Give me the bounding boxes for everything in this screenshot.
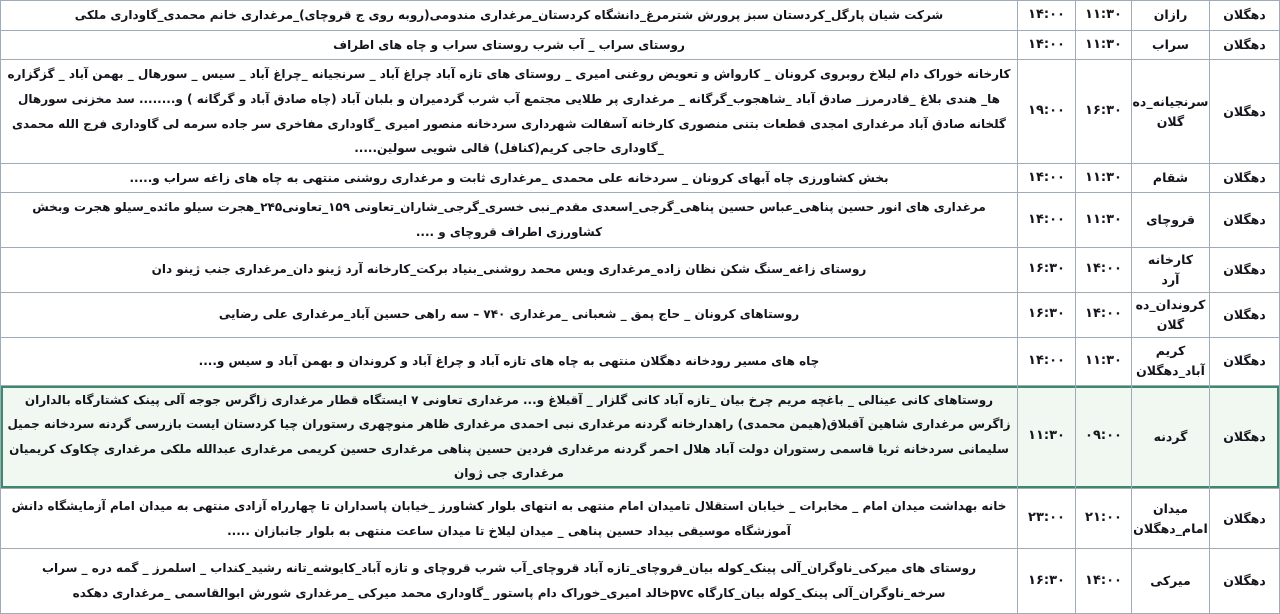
start-time: ۱۴:۰۰ [1075,549,1131,613]
city-name: دهگلان [1209,60,1279,162]
row-description: روستای سراب _ آب شرب روستای سراب و چاه های اطراف [333,37,685,52]
end-time: ۱۶:۳۰ [1017,248,1075,292]
row-description: خانه بهداشت میدان امام _ مخابرات _ خیابان استقلال تامیدان امام منتهی به انتهای بلوار کشاورز _خیابان پاسداران تا چهارراه آزادی منتهی به میدان امام آزمایشگاه دانش آموزشگاه موسیقی بیداد حسین پناهی _ میدان لیلاخ تا میدان ساعت منتهی به بلوار جانبازان ..... [11,498,1007,538]
table-row [1,31,1279,61]
table-row [1,1,1279,31]
city-name: دهگلان [1209,489,1279,548]
table-row [1,164,1279,194]
area-name: سراب [1131,31,1209,60]
area-name: سرنجیانه_ده گلان [1131,60,1209,162]
row-description: مرغداری های انور حسین پناهی_عباس حسین پناهی_گرجی_اسعدی مقدم_نبی خسری_گرجی_شاران_تعاونی ۱۵۹_تعاونی۲۴۵_هجرت سیلو مائده_سیلو هجرت وبخش کشاورزی اطراف قروچای و .... [32,200,986,240]
start-time: ۱۱:۳۰ [1075,1,1131,30]
table-row [1,338,1279,386]
area-name: میرکی [1131,549,1209,613]
start-time: ۱۱:۳۰ [1075,193,1131,246]
table-row [1,248,1279,293]
table-row [1,489,1279,549]
city-name: دهگلان [1209,164,1279,193]
row-description: روستاهای کرونان _ حاج پمق _ شعبانی _مرغداری ۷۴۰ – سه راهی حسین آباد_مرغداری علی رضایی [218,307,800,322]
end-time: ۱۱:۳۰ [1017,386,1075,488]
table-row [1,386,1279,489]
city-name: دهگلان [1209,1,1279,30]
row-description: روستای های میرکی_ناوگران_آلی پینک_کوله بیان_قروچای_تازه آباد قروچای_آب شرب قروچای و تازه آباد_کایوشه_تانه رشید_کنداب _ اسلمرز _ گمه دره _ سراب سرخه_ناوگران_آلی پینک_کوله بیان_کارگاه pvcخالد امیری_خوراک دام پاستور _گاوداری محمد میرکی _مرغداری شورش ابوالقاسمی _مرغداری دهکده [41,561,977,600]
row-description: روستاهای کانی عینالی _ باغچه مریم چرخ بیان _تازه آباد کانی گلزار _ آقبلاغ و... مرغداری تعاونی ۷ ایستگاه قطار مرغداری زاگرس جوجه آلی پینک کشتارگاه بالداران زاگرس مرغداری شاهین آقبلاق(هیمن محمدی) راهدارخانه گردنه مرغداری نبی احمدی مرغداری ظاهر منوچهری رستوران چیا کردستان ایست بازرسی گردنه سردخانه جمیل سلیمانی سردخانه ثریا قاسمی رستوران دولت آباد هلال احمر گردنه مرغداری فردین حسین پناهی مرغداری حسین کریمی مرغداری عبدالله ملکی مرغداری چکاوک کریمیان مرغداری جی ژوان [7,392,1011,481]
area-name: کروندان_ده گلان [1131,293,1209,337]
area-name: کارخانه آرد [1131,248,1209,292]
city-name: دهگلان [1209,193,1279,246]
end-time: ۱۴:۰۰ [1017,1,1075,30]
start-time: ۱۱:۳۰ [1075,164,1131,193]
city-name: دهگلان [1209,31,1279,60]
table-row [1,549,1279,613]
area-name: شقام [1131,164,1209,193]
area-name: رازان [1131,1,1209,30]
end-time: ۱۹:۰۰ [1017,60,1075,162]
city-name: دهگلان [1209,248,1279,292]
city-name: دهگلان [1209,386,1279,488]
city-name: دهگلان [1209,549,1279,613]
area-name: قروچای [1131,193,1209,246]
end-time: ۲۳:۰۰ [1017,489,1075,548]
table-row [1,60,1279,163]
table-row [1,293,1279,338]
end-time: ۱۴:۰۰ [1017,164,1075,193]
start-time: ۰۹:۰۰ [1075,386,1131,488]
start-time: ۲۱:۰۰ [1075,489,1131,548]
row-description: چاه های مسیر رودخانه دهگلان منتهی به چاه های تازه آباد و چراغ آباد و کروندان و بهمن آباد و سیس و.... [198,353,820,368]
start-time: ۱۶:۳۰ [1075,60,1131,162]
city-name: دهگلان [1209,293,1279,337]
end-time: ۱۶:۳۰ [1017,293,1075,337]
start-time: ۱۱:۳۰ [1075,338,1131,385]
area-name: گردنه [1131,386,1209,488]
end-time: ۱۴:۰۰ [1017,338,1075,385]
start-time: ۱۱:۳۰ [1075,31,1131,60]
row-description: بخش کشاورزی چاه آبهای کرونان _ سردخانه علی محمدی _مرغداری ثابت و مرغداری روشنی منتهی به چاه های زاغه سراب و..... [129,170,889,185]
start-time: ۱۴:۰۰ [1075,293,1131,337]
area-name: کریم آباد_دهگلان [1131,338,1209,385]
end-time: ۱۶:۳۰ [1017,549,1075,613]
row-description: شرکت شیان پارگل_کردستان سبز پرورش شترمرغ_دانشگاه کردستان_مرغداری مندومی(روبه روی ج قروچای)_مرغداری خانم محمدی_گاوداری ملکی [74,8,944,23]
end-time: ۱۴:۰۰ [1017,31,1075,60]
end-time: ۱۴:۰۰ [1017,193,1075,246]
start-time: ۱۴:۰۰ [1075,248,1131,292]
row-description: کارخانه خوراک دام لیلاخ روبروی کرونان _ کارواش و تعویض روغنی امیری _ روستای های تازه آباد چراغ آباد _ سرنجیانه _چراغ آباد _ سیس _ سورهال _ بهمن آباد _ گزگزاره ها_ هندی بلاغ _قادرمرز_ صادق آباد _شاهجوب_گرگانه _ مرغداری پر طلایی مجتمع آب شرب گردمیران و بلبان آباد (چاه صادق آباد و گرگانه ) و........ سد مخزنی سورهال گلخانه صادق آباد مرغداری امجدی قطعات بتنی منصوری کارخانه آسفالت شهرداری سردخانه منصور امیری _گاوداری مفاخری سر جاده سرمه لی گاوداری فرج الله محمدی _گاوداری حاجی کریم(کنافل) قالی شویی سولین..... [7,67,1011,156]
table-row [1,193,1279,247]
row-description: روستای زاغه_سنگ شکن نظان زاده_مرغداری ویس محمد روشنی_بنیاد برکت_کارخانه آرد ژینو دان_مرغداری جنب ژینو دان [151,262,867,277]
city-name: دهگلان [1209,338,1279,385]
area-name: میدان امام_دهگلان [1131,489,1209,548]
